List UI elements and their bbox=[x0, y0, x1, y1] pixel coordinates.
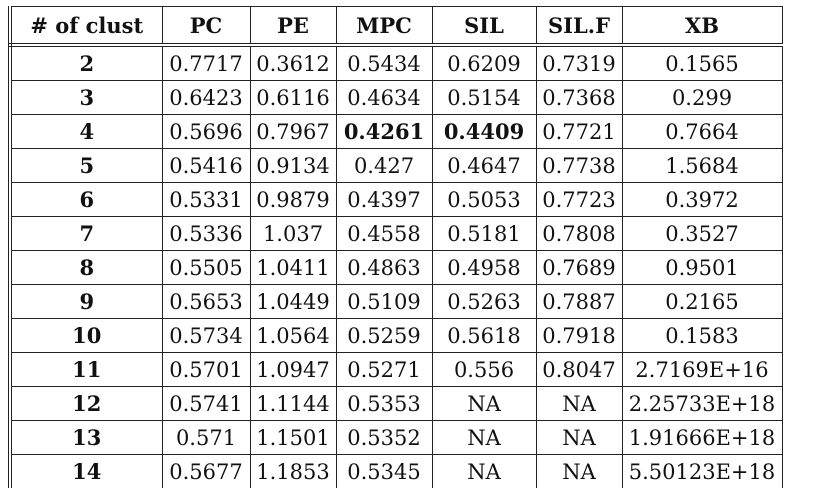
table-body bbox=[10, 45, 782, 488]
table-cell: 0.4409 bbox=[432, 115, 536, 149]
row-label-cell: 8 bbox=[10, 251, 162, 285]
table-row bbox=[10, 353, 782, 387]
table-cell: 0.5181 bbox=[432, 217, 536, 251]
row-label-cell: 14 bbox=[10, 455, 162, 489]
row-label-cell: 4 bbox=[10, 115, 162, 149]
table-row bbox=[10, 319, 782, 353]
table-cell: 0.6423 bbox=[162, 81, 250, 115]
table-header bbox=[10, 7, 782, 46]
column-header-of-clust: # of clust bbox=[10, 7, 162, 46]
table-cell: 0.5416 bbox=[162, 149, 250, 183]
table-cell: 0.427 bbox=[336, 149, 432, 183]
table-cell: 0.4558 bbox=[336, 217, 432, 251]
table-row bbox=[10, 251, 782, 285]
table-cell: 0.7368 bbox=[536, 81, 622, 115]
table-cell: 0.5263 bbox=[432, 285, 536, 319]
table-cell: 1.0411 bbox=[250, 251, 336, 285]
table-cell: NA bbox=[536, 387, 622, 421]
table-cell: 0.5434 bbox=[336, 45, 432, 81]
header-row bbox=[10, 7, 782, 46]
table-cell: 2.25733E+18 bbox=[622, 387, 782, 421]
table-cell: 0.9501 bbox=[622, 251, 782, 285]
table-cell: 0.8047 bbox=[536, 353, 622, 387]
row-label-cell: 5 bbox=[10, 149, 162, 183]
row-label-cell: 2 bbox=[10, 45, 162, 81]
table-row bbox=[10, 455, 782, 489]
table-cell: 0.7723 bbox=[536, 183, 622, 217]
table-cell: 0.7717 bbox=[162, 45, 250, 81]
table-cell: 0.5345 bbox=[336, 455, 432, 489]
cluster-validity-table bbox=[8, 6, 783, 488]
row-label-cell: 11 bbox=[10, 353, 162, 387]
column-header-pe: PE bbox=[250, 7, 336, 46]
row-label-cell: 10 bbox=[10, 319, 162, 353]
table-cell: 0.6209 bbox=[432, 45, 536, 81]
table-cell: 1.0947 bbox=[250, 353, 336, 387]
table-cell: 0.5154 bbox=[432, 81, 536, 115]
table-cell: 1.0449 bbox=[250, 285, 336, 319]
table-cell: 0.5734 bbox=[162, 319, 250, 353]
table-cell: 1.1853 bbox=[250, 455, 336, 489]
table-cell: 0.5701 bbox=[162, 353, 250, 387]
column-header-xb: XB bbox=[622, 7, 782, 46]
table-row bbox=[10, 115, 782, 149]
table-cell: NA bbox=[432, 387, 536, 421]
row-label-cell: 6 bbox=[10, 183, 162, 217]
table-cell: 0.5353 bbox=[336, 387, 432, 421]
table-cell: 0.4863 bbox=[336, 251, 432, 285]
table-row bbox=[10, 183, 782, 217]
table-cell: 0.4261 bbox=[336, 115, 432, 149]
table-cell: 0.5505 bbox=[162, 251, 250, 285]
table-cell: 0.571 bbox=[162, 421, 250, 455]
table-cell: 0.7689 bbox=[536, 251, 622, 285]
table-row bbox=[10, 149, 782, 183]
table-cell: 0.1565 bbox=[622, 45, 782, 81]
table-cell: 5.50123E+18 bbox=[622, 455, 782, 489]
table-cell: 0.9134 bbox=[250, 149, 336, 183]
table-cell: 0.299 bbox=[622, 81, 782, 115]
table-cell: 0.5741 bbox=[162, 387, 250, 421]
table-cell: 1.0564 bbox=[250, 319, 336, 353]
table-cell: 0.5653 bbox=[162, 285, 250, 319]
table-row bbox=[10, 421, 782, 455]
table-cell: 0.7664 bbox=[622, 115, 782, 149]
row-label-cell: 13 bbox=[10, 421, 162, 455]
table-cell: NA bbox=[432, 455, 536, 489]
table-cell: 0.5677 bbox=[162, 455, 250, 489]
table-cell: 0.7887 bbox=[536, 285, 622, 319]
table-cell: NA bbox=[432, 421, 536, 455]
table-cell: 2.7169E+16 bbox=[622, 353, 782, 387]
table-cell: 0.4397 bbox=[336, 183, 432, 217]
table-cell: 1.1501 bbox=[250, 421, 336, 455]
table-row bbox=[10, 81, 782, 115]
table-cell: 0.7918 bbox=[536, 319, 622, 353]
table-cell: 0.5696 bbox=[162, 115, 250, 149]
row-label-cell: 12 bbox=[10, 387, 162, 421]
table-cell: 1.037 bbox=[250, 217, 336, 251]
table-cell: 0.3972 bbox=[622, 183, 782, 217]
table-cell: NA bbox=[536, 421, 622, 455]
table-cell: 0.556 bbox=[432, 353, 536, 387]
table-cell: 0.7967 bbox=[250, 115, 336, 149]
table-cell: 0.7738 bbox=[536, 149, 622, 183]
table-cell: 0.9879 bbox=[250, 183, 336, 217]
table-cell: 0.5259 bbox=[336, 319, 432, 353]
column-header-sil: SIL bbox=[432, 7, 536, 46]
table-cell: 0.5109 bbox=[336, 285, 432, 319]
table-cell: 0.4647 bbox=[432, 149, 536, 183]
table-cell: 0.4958 bbox=[432, 251, 536, 285]
column-header-mpc: MPC bbox=[336, 7, 432, 46]
table-row bbox=[10, 45, 782, 81]
table-cell: 0.5618 bbox=[432, 319, 536, 353]
row-label-cell: 3 bbox=[10, 81, 162, 115]
column-header-pc: PC bbox=[162, 7, 250, 46]
table-cell: NA bbox=[536, 455, 622, 489]
table-cell: 0.3527 bbox=[622, 217, 782, 251]
table-cell: 0.2165 bbox=[622, 285, 782, 319]
table-cell: 0.7319 bbox=[536, 45, 622, 81]
table-cell: 0.3612 bbox=[250, 45, 336, 81]
table-cell: 0.1583 bbox=[622, 319, 782, 353]
row-label-cell: 7 bbox=[10, 217, 162, 251]
table-cell: 1.91666E+18 bbox=[622, 421, 782, 455]
table-cell: 0.5271 bbox=[336, 353, 432, 387]
table-cell: 0.6116 bbox=[250, 81, 336, 115]
table-row bbox=[10, 285, 782, 319]
table-cell: 0.7721 bbox=[536, 115, 622, 149]
table-cell: 1.5684 bbox=[622, 149, 782, 183]
table-cell: 0.5331 bbox=[162, 183, 250, 217]
table-row bbox=[10, 387, 782, 421]
table-row bbox=[10, 217, 782, 251]
table-cell: 0.7808 bbox=[536, 217, 622, 251]
table-cell: 0.5053 bbox=[432, 183, 536, 217]
row-label-cell: 9 bbox=[10, 285, 162, 319]
table-cell: 1.1144 bbox=[250, 387, 336, 421]
table-cell: 0.5352 bbox=[336, 421, 432, 455]
column-header-sil-f: SIL.F bbox=[536, 7, 622, 46]
table-cell: 0.4634 bbox=[336, 81, 432, 115]
table-cell: 0.5336 bbox=[162, 217, 250, 251]
